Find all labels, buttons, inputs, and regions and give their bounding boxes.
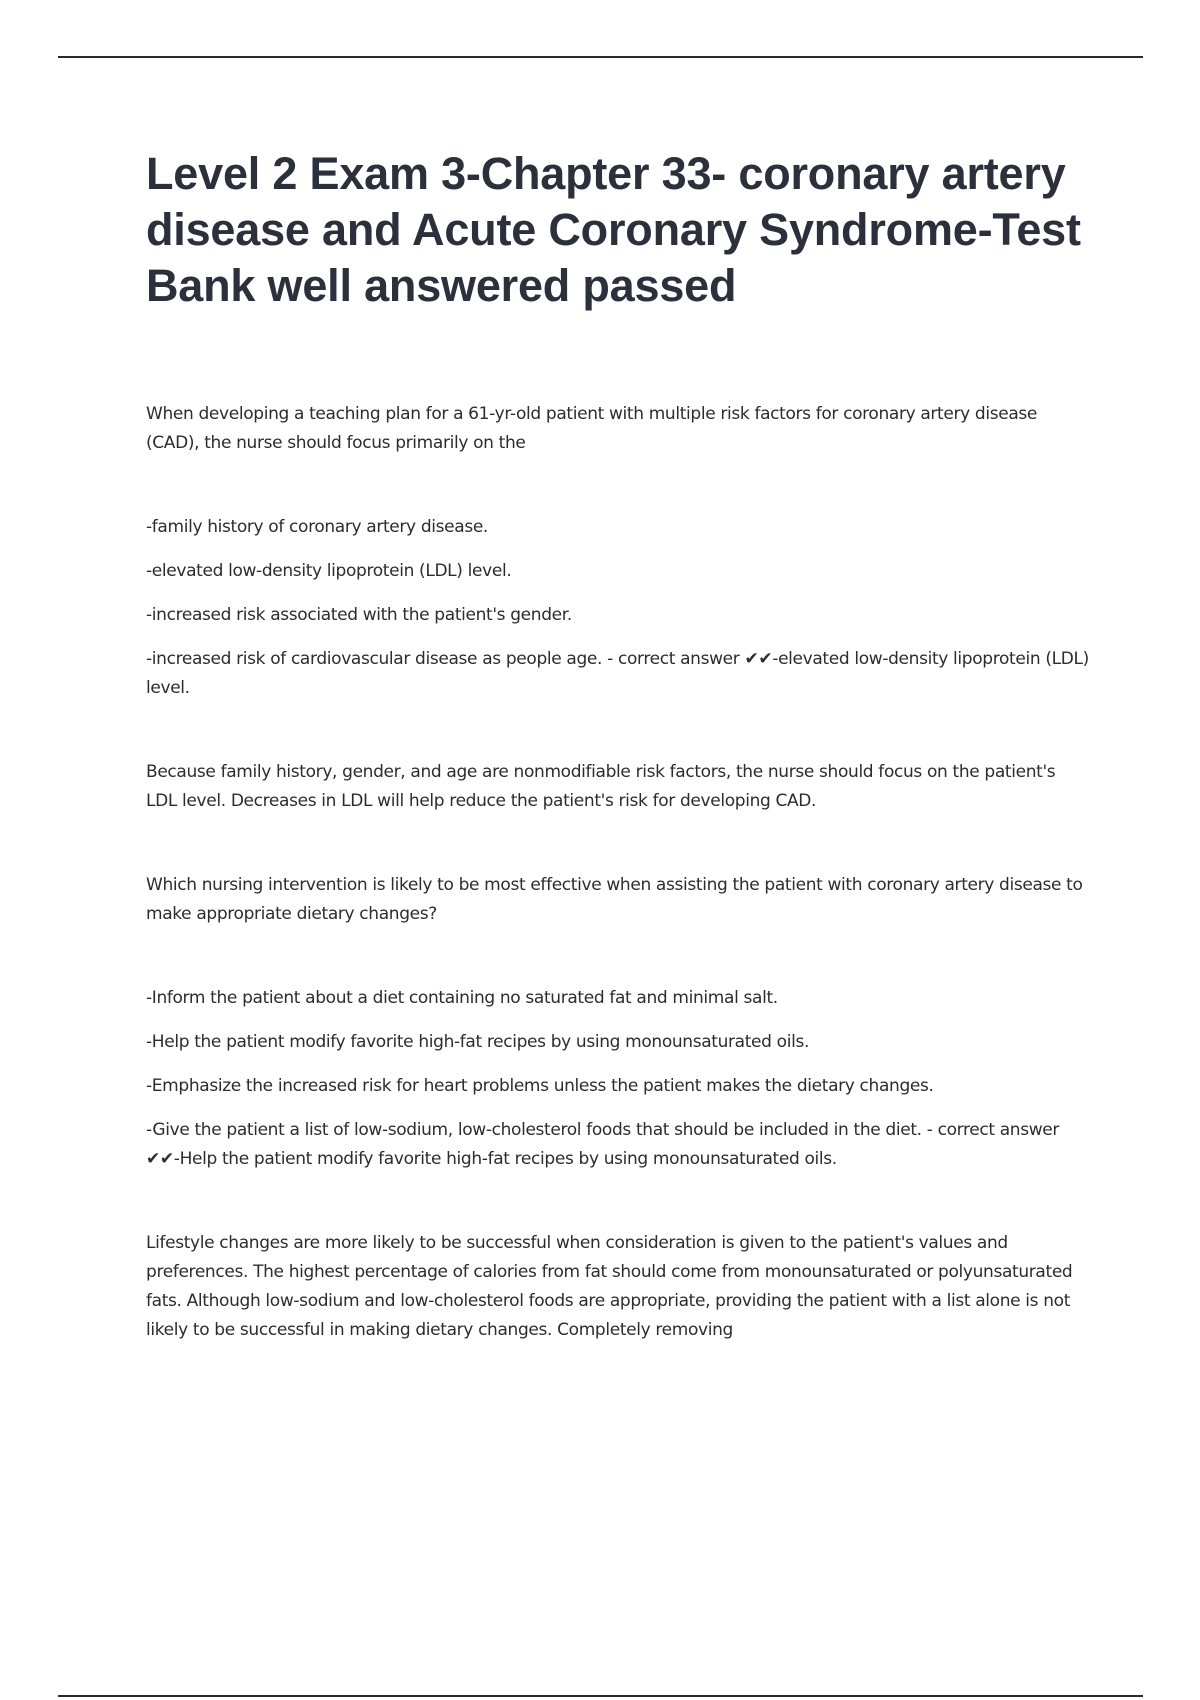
answer-option: -elevated low-density lipoprotein (LDL) level. <box>146 561 512 581</box>
correct-answer-label: - correct answer <box>602 649 745 669</box>
answer-option: -Inform the patient about a diet containing no saturated fat and minimal salt. <box>146 988 778 1008</box>
correct-answer-text: -Help the patient modify favorite high-fat recipes by using monounsaturated oils. <box>173 1149 837 1169</box>
header-rule <box>58 56 1143 58</box>
correct-answer-text: -elevated low-density lipoprotein (LDL) level. <box>146 649 1089 698</box>
question-block-1 <box>146 400 1090 816</box>
answer-option-text: -Give the patient a list of low-sodium, low-cholesterol foods that should be included in the diet. <box>146 1120 922 1140</box>
answer-rationale: Because family history, gender, and age are nonmodifiable risk factors, the nurse should focus on the patient's LDL level. Decreases in LDL will help reduce the patient's risk for developing CAD. <box>146 762 1056 811</box>
double-check-icon: ✔✔ <box>744 649 773 669</box>
document-page <box>146 146 1090 1345</box>
answer-option-with-correct-answer <box>146 645 1090 703</box>
answer-option: -family history of coronary artery disease. <box>146 517 488 537</box>
question-stem: Which nursing intervention is likely to be most effective when assisting the patient with coronary artery disease to make appropriate dietary changes? <box>146 875 1083 924</box>
answer-options <box>146 984 1090 1174</box>
correct-answer-label: - correct answer <box>921 1120 1060 1140</box>
answer-option: -Help the patient modify favorite high-fat recipes by using monounsaturated oils. <box>146 1032 810 1052</box>
question-stem: When developing a teaching plan for a 61-yr-old patient with multiple risk factors for coronary artery disease (CAD), the nurse should focus primarily on the <box>146 404 1037 453</box>
footer-rule <box>58 1695 1143 1697</box>
answer-option-text: -increased risk of cardiovascular disease as people age. <box>146 649 603 669</box>
question-block-2 <box>146 871 1090 1345</box>
answer-option: -Emphasize the increased risk for heart problems unless the patient makes the dietary changes. <box>146 1076 934 1096</box>
document-title: Level 2 Exam 3-Chapter 33- coronary artery disease and Acute Coronary Syndrome-Test Bank well answered passed <box>146 148 1081 311</box>
double-check-icon: ✔✔ <box>146 1149 174 1169</box>
answer-options <box>146 513 1090 703</box>
answer-option: -increased risk associated with the patient's gender. <box>146 605 572 625</box>
answer-rationale: Lifestyle changes are more likely to be successful when consideration is given to the patient's values and preferences. The highest percentage of calories from fat should come from monounsaturated or polyunsaturated fats. Although low-sodium and low-cholesterol foods are appropriate, providing the patient with a list alone is not likely to be successful in making dietary changes. Completely removing <box>146 1233 1073 1340</box>
answer-option-with-correct-answer <box>146 1116 1090 1174</box>
